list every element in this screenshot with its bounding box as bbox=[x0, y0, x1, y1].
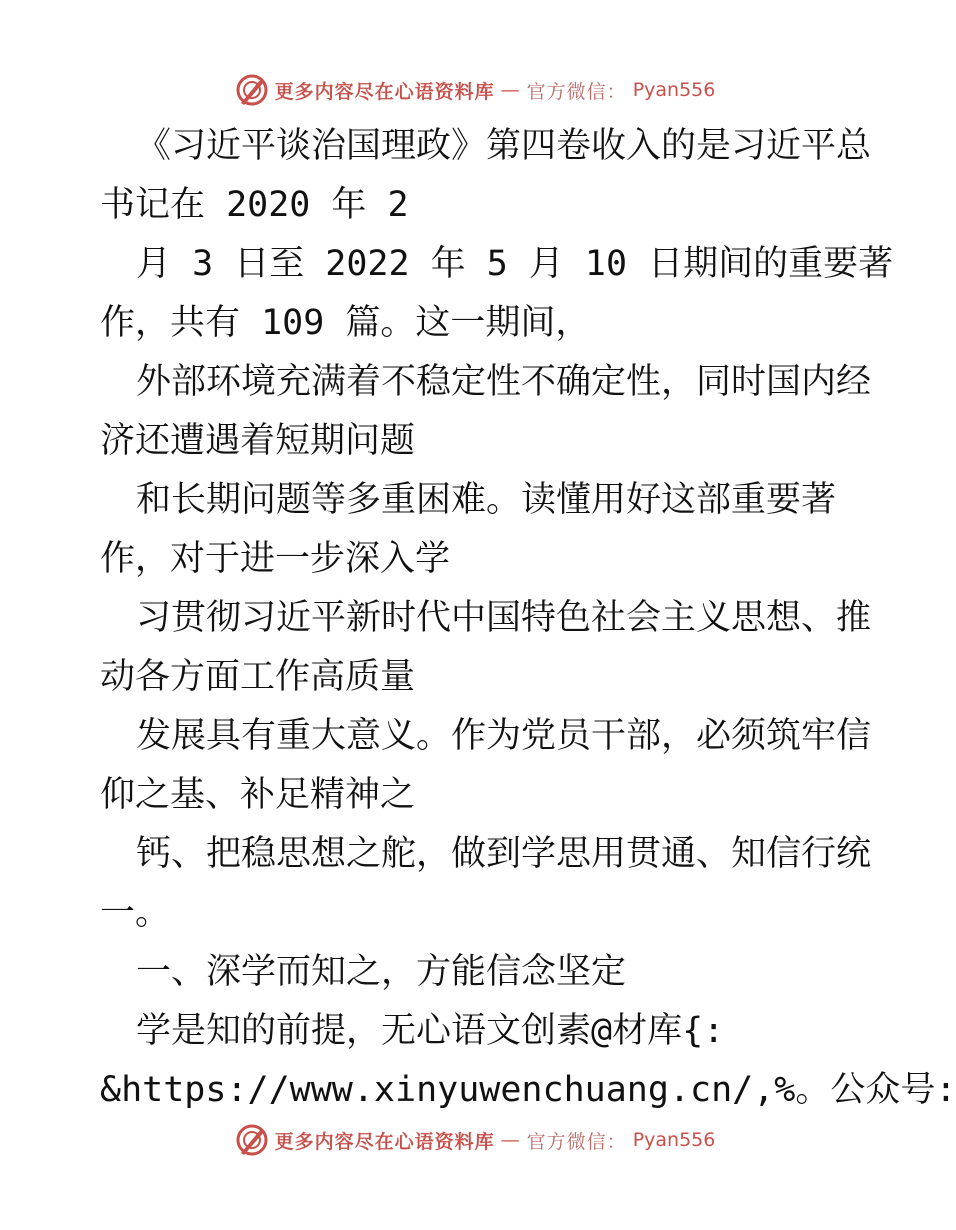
text-line: 济还遭遇着短期问题 bbox=[100, 421, 416, 461]
text-line: 钙、把稳思想之舵，做到学思用贯通、知信行统 bbox=[136, 834, 872, 874]
pen-logo-icon bbox=[235, 73, 269, 107]
text-line: &https://www.xinyuwenchuang.cn/,%。公众号: bbox=[100, 1070, 956, 1110]
banner-main-text: 更多内容尽在心语资料库 bbox=[274, 80, 495, 103]
text-line: 外部环境充满着不稳定性不确定性，同时国内经 bbox=[136, 362, 872, 402]
text-line: 学是知的前提，无心语文创素@材库{: bbox=[136, 1011, 725, 1051]
banner-wechat-id: Pyan556 bbox=[632, 79, 716, 101]
text-line: 一。 bbox=[100, 893, 171, 933]
header-watermark-banner bbox=[0, 70, 950, 110]
banner-dash: — bbox=[500, 1129, 521, 1151]
text-line: 作，对于进一步深入学 bbox=[100, 539, 451, 579]
banner-dash: — bbox=[500, 79, 521, 101]
text-line: 动各方面工作高质量 bbox=[100, 657, 416, 697]
document-body bbox=[100, 117, 956, 1120]
banner-wechat-label: 官方微信： bbox=[526, 1130, 627, 1153]
text-line: 月 3 日至 2022 年 5 月 10 日期间的重要著 bbox=[136, 244, 894, 284]
pen-logo-icon bbox=[235, 1123, 269, 1157]
text-line: 和长期问题等多重困难。读懂用好这部重要著 bbox=[136, 480, 837, 520]
text-line: 书记在 2020 年 2 bbox=[100, 185, 409, 225]
text-line: 发展具有重大意义。作为党员干部，必须筑牢信 bbox=[136, 716, 872, 756]
text-line: 仰之基、补足精神之 bbox=[100, 775, 416, 815]
text-line: 习贯彻习近平新时代中国特色社会主义思想、推 bbox=[136, 598, 872, 638]
section-heading: 一、深学而知之，方能信念坚定 bbox=[136, 952, 627, 992]
banner-wechat-label: 官方微信： bbox=[526, 80, 627, 103]
text-line: 《习近平谈治国理政》第四卷收入的是习近平总 bbox=[136, 126, 872, 166]
banner-wechat-id: Pyan556 bbox=[632, 1129, 716, 1151]
banner-main-text: 更多内容尽在心语资料库 bbox=[274, 1130, 495, 1153]
footer-watermark-banner bbox=[0, 1120, 950, 1160]
text-line: 作，共有 109 篇。这一期间， bbox=[100, 303, 591, 343]
